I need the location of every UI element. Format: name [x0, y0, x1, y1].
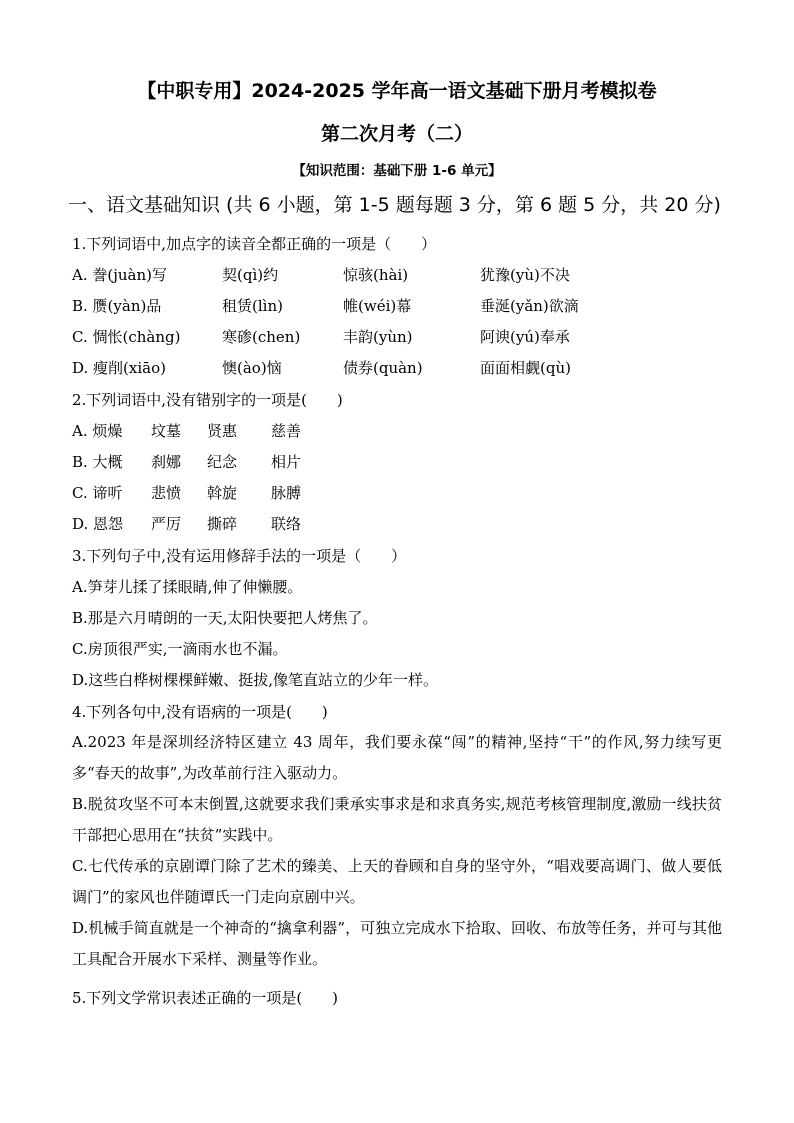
q4-option-c: C.七代传承的京剧谭门除了艺术的臻美、上天的眷顾和自身的坚守外，“唱戏要高调门、做人要低调门”的家风也伴随谭氏一门走向京剧中兴。: [72, 857, 722, 906]
q3-option-d: D.这些白桦树棵棵鲜嫩、挺拔,像笔直站立的少年一样。: [72, 671, 439, 689]
q2-option-c-word-4: 脉膊: [271, 484, 302, 502]
q2-option-d-word-1: D. 恩怨: [72, 515, 124, 533]
q2-option-c-word-1: C. 谛听: [72, 484, 123, 502]
q2-option-d-word-4: 联络: [271, 515, 302, 533]
q3-option-b: B.那是六月晴朗的一天,太阳快要把人烤焦了。: [72, 609, 378, 627]
q2-option-b-word-4: 相片: [271, 453, 302, 471]
q2-option-a-word-3: 贤惠: [207, 422, 238, 440]
q1-option-d-word-4: 面面相觑(qù): [480, 359, 571, 377]
question-1-stem: 1.下列词语中,加点字的读音全都正确的一项是（ ）: [72, 235, 437, 253]
q1-option-b-word-2: 租赁(lìn): [222, 297, 283, 315]
q1-option-d-word-1: D. 瘦削(xiāo): [72, 359, 166, 377]
knowledge-scope: 【知识范围：基础下册 1-6 单元】: [292, 163, 502, 179]
section-heading: 一、语文基础知识 (共 6 小题，第 1-5 题每题 3 分，第 6 题 5 分，共 20 分): [68, 194, 721, 216]
q4-option-d: D.机械手简直就是一个神奇的“擒拿利器”，可独立完成水下拾取、回收、布放等任务，并可与其他工具配合开展水下采样、测量等作业。: [72, 919, 722, 968]
q2-option-a-word-2: 坟墓: [151, 422, 182, 440]
q1-option-c-word-1: C. 惆怅(chàng): [72, 328, 181, 346]
q2-option-b-word-1: B. 大概: [72, 453, 123, 471]
q1-option-b-word-1: B. 赝(yàn)品: [72, 297, 162, 315]
question-3-stem: 3.下列句子中,没有运用修辞手法的一项是（ ）: [72, 547, 407, 565]
q1-option-c-word-3: 丰韵(yùn): [343, 328, 413, 346]
question-5-stem: 5.下列文学常识表述正确的一项是( ): [72, 989, 339, 1007]
exam-title: 【中职专用】2024-2025 学年高一语文基础下册月考模拟卷: [137, 80, 657, 102]
q1-option-a-word-3: 惊骇(hài): [343, 266, 409, 284]
q4-option-b: B.脱贫攻坚不可本末倒置,这就要求我们秉承实事求是和求真务实,规范考核管理制度,激励一线扶贫干部把心思用在“扶贫”实践中。: [72, 795, 722, 844]
q4-option-a: A.2023 年是深圳经济特区建立 43 周年，我们要永葆“闯”的精神,坚持“干”的作风,努力续写更多“春天的故事”,为改革前行注入驱动力。: [72, 733, 722, 782]
q2-option-a-word-4: 慈善: [271, 422, 302, 440]
q1-option-b-word-4: 垂涎(yǎn)欲滴: [480, 297, 579, 315]
q1-option-c-word-4: 阿谀(yú)奉承: [480, 328, 570, 346]
q2-option-d-word-2: 严厉: [151, 515, 182, 533]
q2-option-c-word-3: 斡旋: [207, 484, 238, 502]
q2-option-b-word-2: 刹娜: [151, 453, 182, 471]
q1-option-d-word-3: 债券(quàn): [343, 359, 423, 377]
q1-option-c-word-2: 寒碜(chen): [222, 328, 301, 346]
exam-subtitle: 第二次月考（二）: [320, 123, 473, 145]
q1-option-a-word-2: 契(qì)约: [222, 266, 279, 284]
q2-option-a-word-1: A. 烦燥: [72, 422, 123, 440]
question-2-stem: 2.下列词语中,没有错别字的一项是( ): [72, 391, 343, 409]
q3-option-c: C.房顶很严实,一滴雨水也不漏。: [72, 640, 288, 658]
q1-option-a-word-4: 犹豫(yù)不决: [480, 266, 570, 284]
q3-option-a: A.笋芽儿揉了揉眼睛,伸了伸懒腰。: [72, 578, 303, 596]
q1-option-a-word-1: A. 誊(juàn)写: [72, 266, 167, 284]
q2-option-b-word-3: 纪念: [207, 453, 238, 471]
q2-option-d-word-3: 撕碎: [207, 515, 238, 533]
question-4-stem: 4.下列各句中,没有语病的一项是( ): [72, 703, 328, 721]
q1-option-b-word-3: 帷(wéi)幕: [343, 297, 412, 315]
q1-option-d-word-2: 懊(ào)恼: [222, 359, 282, 377]
q2-option-c-word-2: 悲愤: [151, 484, 182, 502]
